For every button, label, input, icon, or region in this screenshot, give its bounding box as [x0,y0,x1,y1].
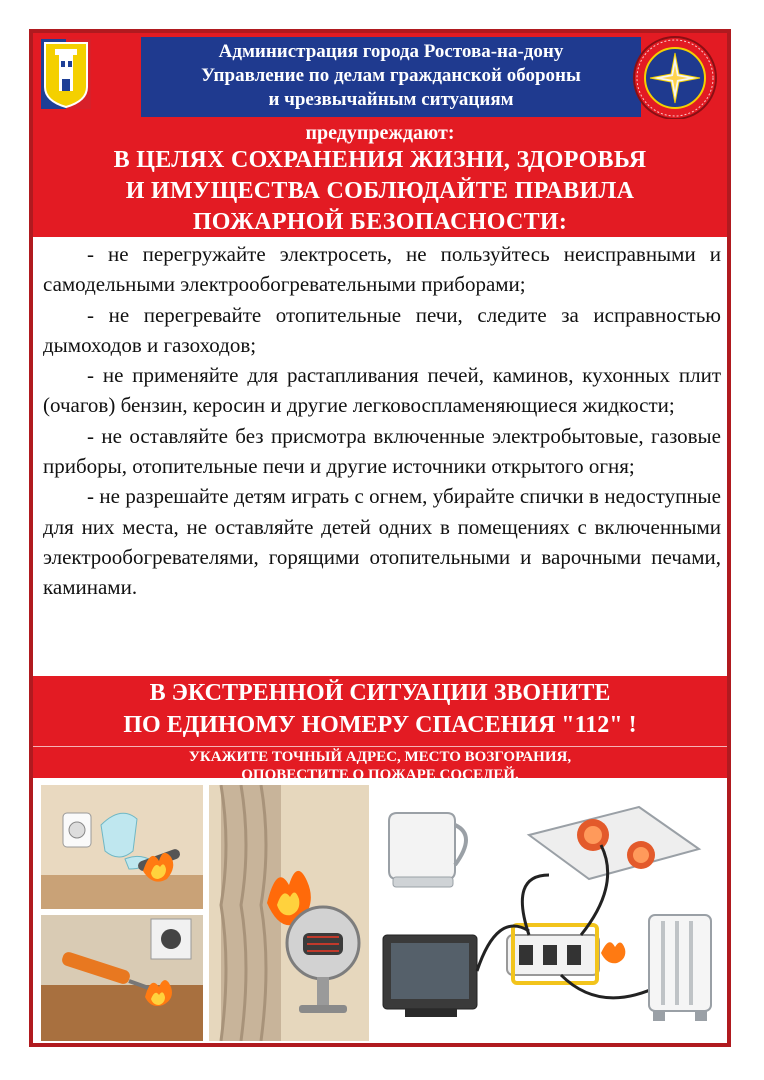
emergency-line-1: В ЭКСТРЕННОЙ СИТУАЦИИ ЗВОНИТЕ [149,680,611,706]
warning-title-1: В ЦЕЛЯХ СОХРАНЕНИЯ ЖИЗНИ, ЗДОРОВЬЯ [113,147,647,173]
civil-defense-emblem-icon [630,33,720,123]
emergency-note-2: ОПОВЕСТИТЕ О ПОЖАРЕ СОСЕДЕЙ. [241,767,519,783]
appliances-illustration [375,785,723,1041]
fire-safety-poster [29,29,731,1047]
warning-title-3: ПОЖАРНОЙ БЕЗОПАСНОСТИ: [192,209,568,235]
rule-item: - не перегревайте отопительные печи, следите за исправностью дымоходов и газоходов; [43,302,721,357]
rules-list [43,239,721,603]
emergency-block [33,676,727,783]
emergency-note [33,746,727,784]
overloaded-socket-illustration [41,785,203,909]
city-coat-of-arms-icon [41,39,91,109]
warning-lead: предупреждают: [305,122,455,144]
fire-hazard-illustrations [41,785,723,1041]
agency-header [141,37,641,117]
header-bar [33,33,727,119]
emergency-note-1: УКАЖИТЕ ТОЧНЫЙ АДРЕС, МЕСТО ВОЗГОРАНИЯ, [188,749,572,765]
warning-title-2: И ИМУЩЕСТВА СОБЛЮДАЙТЕ ПРАВИЛА [125,178,635,204]
emergency-line-2: ПО ЕДИНОМУ НОМЕРУ СПАСЕНИЯ "112" ! [123,712,637,738]
rule-item: - не оставляйте без присмотра включенные электробытовые, газовые приборы, отопительные печи и другие источники открытого огня; [43,423,721,479]
soldering-iron-illustration [41,915,203,1041]
heater-curtain-illustration [209,785,369,1041]
header-line-1: Администрация города Ростова-на-дону [218,41,564,62]
header-line-2: Управление по делам гражданской обороны [201,65,581,86]
header-line-3: и чрезвычайным ситуациям [268,89,514,110]
warning-block [33,119,727,237]
rule-item: - не применяйте для растапливания печей, каминов, кухонных плит (очагов) бензин, керосин и другие легковоспламеняющиеся жидкости; [43,363,721,418]
rule-item: - не разрешайте детям играть с огнем, убирайте спички в недоступные для них места, не оставляйте детей одних в помещениях с включенными электрообогревателями, горящими отопительными и варочными печами, каминами. [43,484,721,600]
rule-item: - не перегружайте электросеть, не пользуйтесь неисправными и самодельными электрообогревательными приборами; [43,242,721,297]
